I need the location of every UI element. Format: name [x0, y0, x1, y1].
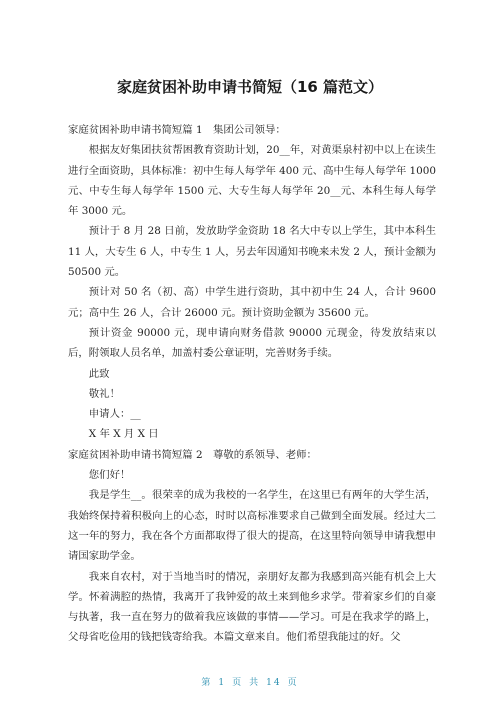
paragraph: 预计资金 90000 元，现申请向财务借款 90000 元现金，待发放结束以后，附领取人员名单，加盖村委公章证明，完善财务手续。 [68, 326, 436, 360]
page-footer [0, 675, 500, 688]
document-body [68, 120, 436, 648]
paragraph: 敬礼！ [88, 387, 120, 400]
page-unit: 页 [232, 678, 244, 688]
paragraph: 家庭贫困补助申请书简短篇 1 集团公司领导： [68, 124, 286, 136]
document-title: 家庭贫困补助申请书简短（16 篇范文） [116, 78, 384, 96]
total-unit: 页 [287, 678, 299, 688]
paragraph: 预计对 50 名（初、高）中学生进行资助，其中初中生 24 人，合计 9600 元；高中生 26 人，合计 26000 元。预计资助金额为 35600 元。 [68, 286, 436, 319]
paragraph: 家庭贫困补助申请书简短篇 2 尊敬的系领导、老师： [68, 448, 317, 461]
paragraph: 预计于 8 月 28 日前，发放助学金资助 18 名大中专以上学生，其中本科生 11 人，大专生 6 人，中专生 1 人，另去年因通知书晚来未发 2 人，预计金额为 50500 元。 [68, 225, 436, 279]
paragraph: 根据友好集团扶贫帮困教育资助计划，20__年，对黄渠泉村初中以上在读生进行全面资助，具体标准：初中生每人每学年 400 元、高中生每人每学年 1000 元、中专生每人每学年 1500 元、大专生每人每学年 20__元、本科生每人每学年 3000 元。 [68, 144, 436, 218]
paragraph: 此致 [88, 367, 110, 380]
paragraph: 我是学生__。很荣幸的成为我校的一名学生，在这里已有两年的大学生活，我始终保持着积极向上的心态，时时以高标准要求自己做到全面发展。经过大二这一年的努力，我在各个方面都取得了很大的提高，在这里特向领导申请我想申请国家助学金。 [68, 489, 436, 563]
paragraph: 申请人：__ [88, 408, 141, 421]
paragraph: 我来自农村，对于当地当时的情况，亲朋好友都为我感到高兴能有机会上大学。怀着满腔的热情，我离开了我钟爱的故土来到他乡求学。带着家乡们的自豪与执著，我一直在努力的做着我应该做的事情——学习。可是在我求学的路上，父母省吃俭用的钱把钱寄给我。本篇文章来自。他们希望我能过的好。父 [68, 570, 436, 644]
page-label: 第 [201, 678, 213, 688]
paragraph: X 年 X 月 X 日 [88, 428, 159, 441]
total-pages: 14 [266, 678, 282, 688]
paragraph: 您们好！ [88, 469, 131, 482]
total-label: 共 [249, 678, 261, 688]
page-number: 1 [218, 678, 227, 688]
